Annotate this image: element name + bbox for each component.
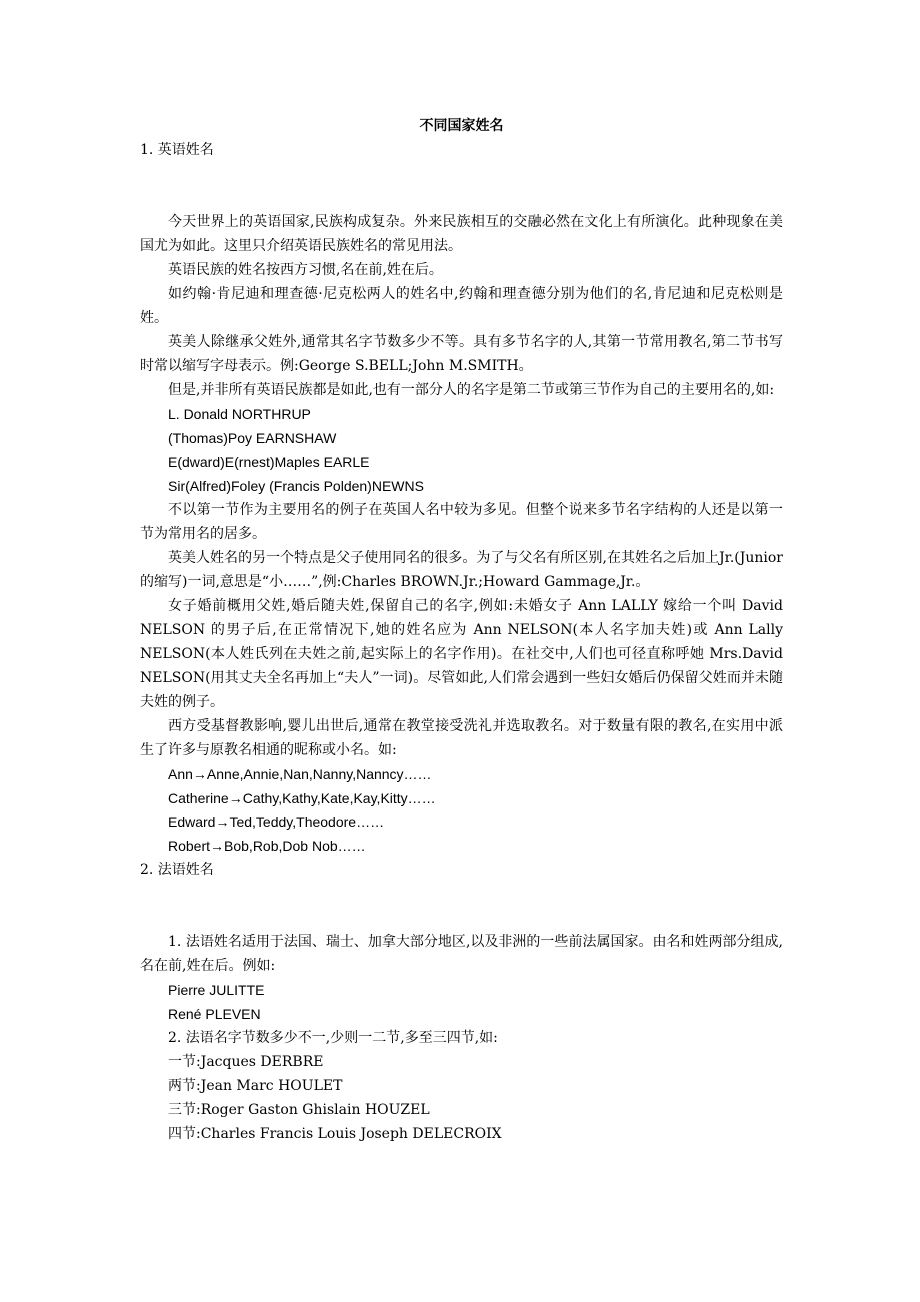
paragraph: 英美人除继承父姓外,通常其名字节数多少不等。具有多节名字的人,其第一节常用教名,第二节书写时常以缩写字母表示。例:George S.BELL;John M.SMITH。 [140,334,783,374]
syllable-example: 一节:Jacques DERBRE [168,1054,324,1070]
nickname-example: Robert→Bob,Rob,Dob Nob…… [168,838,366,854]
nickname-example: Edward→Ted,Teddy,Theodore…… [168,814,385,830]
nickname-example: Ann→Anne,Annie,Nan,Nanny,Nanncy…… [168,766,432,782]
paragraph: 西方受基督教影响,婴儿出世后,通常在教堂接受洗礼并选取教名。对于数量有限的教名,在实用中派生了许多与原教名相通的昵称或小名。如: [140,718,783,758]
paragraph: 1. 法语姓名适用于法国、瑞士、加拿大部分地区,以及非洲的一些前法属国家。由名和姓两部分组成,名在前,姓在后。例如: [140,934,783,974]
name-example: L. Donald NORTHRUP [168,406,311,422]
paragraph: 2. 法语名字节数多少不一,少则一二节,多至三四节,如: [168,1030,498,1046]
spacer [140,882,783,930]
paragraph: 如约翰·肯尼迪和理查德·尼克松两人的姓名中,约翰和理查德分别为他们的名,肯尼迪和尼克松则是姓。 [140,286,783,326]
section-heading-english: 1. 英语姓名 [140,142,214,158]
nickname-example: Catherine→Cathy,Kathy,Kate,Kay,Kitty…… [168,790,436,806]
name-example: (Thomas)Poy EARNSHAW [168,430,337,446]
name-example: René PLEVEN [168,1006,261,1022]
paragraph: 女子婚前概用父姓,婚后随夫姓,保留自己的名字,例如:未婚女子 Ann LALLY 嫁给一个叫 David NELSON 的男子后,在正常情况下,她的姓名应为 Ann NELSON(本人名字加夫姓)或 Ann Lally NELSON(本人姓氏列在夫姓之前,起实际上的名字作用)。在社交中,人们也可径直称呼她 Mrs.David NELSON(用其丈夫全名再加上“夫人”一词)。尽管如此,人们常会遇到一些妇女婚后仍保留父姓而并未随夫姓的例子。 [140,598,783,710]
paragraph: 英语民族的姓名按西方习惯,名在前,姓在后。 [168,262,443,278]
name-example: Pierre JULITTE [168,982,265,998]
spacer [140,162,783,210]
syllable-example: 三节:Roger Gaston Ghislain HOUZEL [168,1102,430,1118]
section-heading-french: 2. 法语姓名 [140,862,214,878]
paragraph: 今天世界上的英语国家,民族构成复杂。外来民族相互的交融必然在文化上有所演化。此种现象在美国尤为如此。这里只介绍英语民族姓名的常见用法。 [140,214,783,254]
paragraph: 不以第一节作为主要用名的例子在英国人名中较为多见。但整个说来多节名字结构的人还是以第一节为常用名的居多。 [140,502,783,542]
page-title: 不同国家姓名 [419,118,504,134]
paragraph: 但是,并非所有英语民族都是如此,也有一部分人的名字是第二节或第三节作为自己的主要用名的,如: [168,382,775,398]
syllable-example: 四节:Charles Francis Louis Joseph DELECROIX [168,1126,502,1142]
syllable-example: 两节:Jean Marc HOULET [168,1078,343,1094]
name-example: E(dward)E(rnest)Maples EARLE [168,454,370,470]
name-example: Sir(Alfred)Foley (Francis Polden)NEWNS [168,478,424,494]
document-body [140,114,783,1146]
paragraph: 英美人姓名的另一个特点是父子使用同名的很多。为了与父名有所区别,在其姓名之后加上Jr.(Junior 的缩写)一词,意思是“小……”,例:Charles BROWN.Jr.;Howard Gammage,Jr.。 [140,550,783,590]
